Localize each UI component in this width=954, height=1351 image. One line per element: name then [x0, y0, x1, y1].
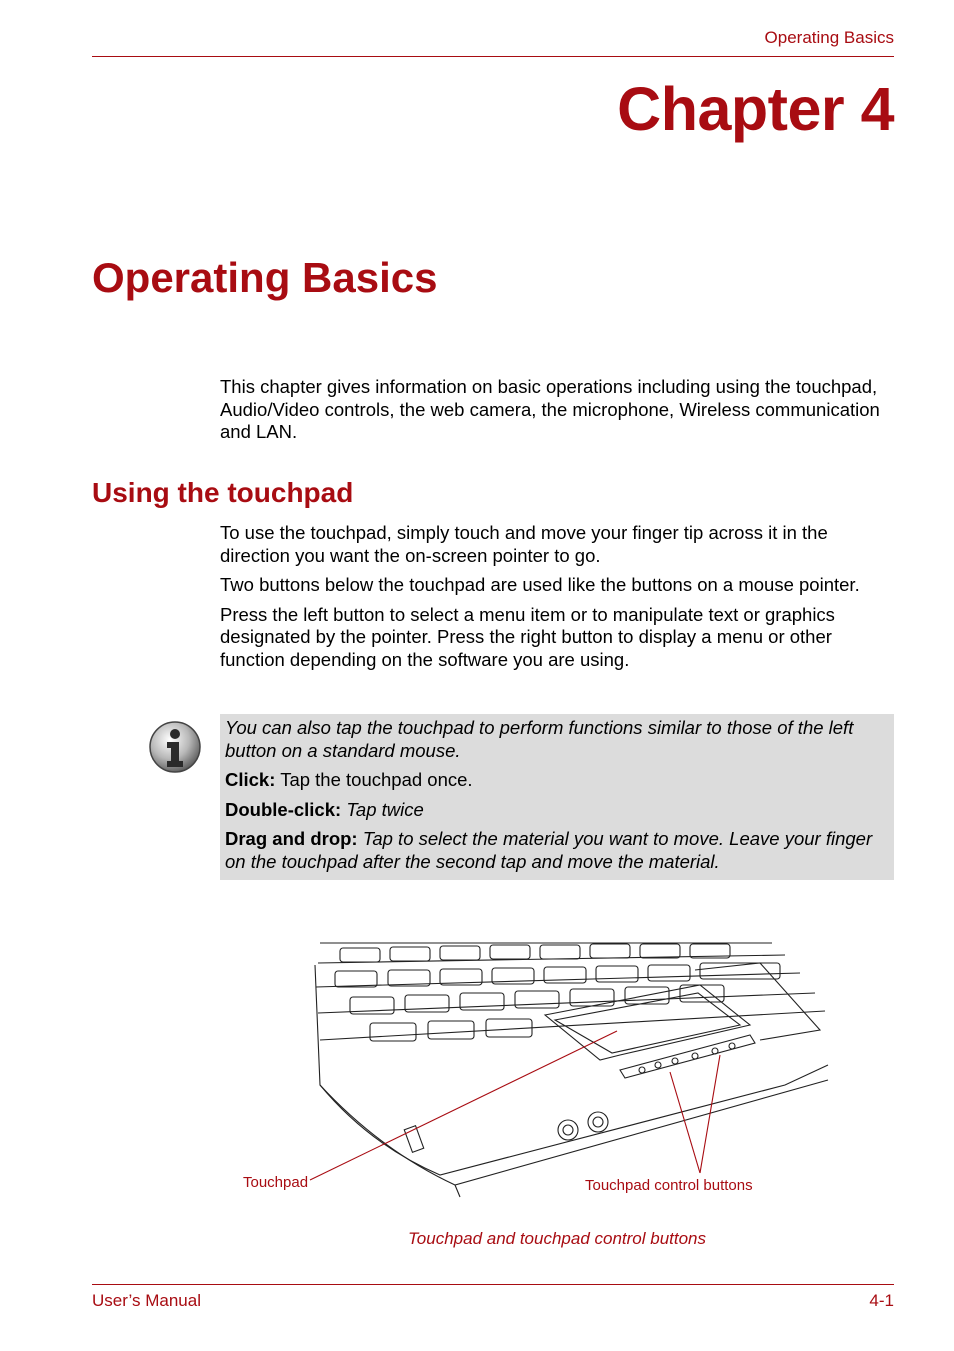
intro-text: This chapter gives information on basic operations including using the touchpad, Audio/Video controls, the web camera, the microphone, Wireless communication and LAN.: [220, 376, 880, 442]
note-term: Drag and drop:: [225, 828, 358, 849]
chapter-label: Chapter 4: [617, 75, 894, 143]
figure-caption: Touchpad and touchpad control buttons: [407, 1229, 707, 1248]
info-icon: [147, 719, 203, 775]
note-desc: Tap twice: [346, 798, 424, 820]
control-buttons-label: Touchpad control buttons: [585, 1177, 753, 1194]
touchpad-label: Touchpad: [243, 1174, 309, 1191]
note-item-click: [225, 769, 889, 792]
note-term: Click:: [225, 769, 276, 790]
page-number: 4-1: [869, 1291, 894, 1310]
paragraph: Press the left button to select a menu item or to manipulate text or graphics designated by the pointer. Press the right button to display a menu or other function depending on the software you are using.: [220, 603, 835, 670]
intro-paragraph: [220, 376, 900, 444]
touchpad-figure: [240, 935, 840, 1200]
note-item-drag-drop: [225, 828, 889, 873]
page-title: Operating Basics: [92, 254, 438, 301]
section-body: [220, 522, 900, 671]
note-item-double-click: [225, 799, 889, 822]
paragraph: To use the touchpad, simply touch and move your finger tip across it in the direction you want the on-screen pointer to go.: [220, 522, 828, 566]
laptop-illustration: [240, 935, 840, 1200]
footer-manual: User’s Manual: [92, 1291, 201, 1310]
running-header: Operating Basics: [764, 28, 894, 47]
note-box: [220, 714, 894, 880]
header-rule: [92, 56, 894, 57]
paragraph: Two buttons below the touchpad are used like the buttons on a mouse pointer.: [220, 574, 860, 595]
note-desc: Tap to select the material you want to move. Leave your finger on the touchpad after the second tap and move the material.: [225, 828, 873, 872]
note-term: Double-click:: [225, 798, 342, 820]
note-intro: You can also tap the touchpad to perform functions similar to those of the left button on a standard mouse.: [225, 717, 854, 761]
footer-rule: [92, 1284, 894, 1285]
section-heading: Using the touchpad: [92, 477, 354, 508]
note-desc: Tap the touchpad once.: [280, 769, 473, 790]
